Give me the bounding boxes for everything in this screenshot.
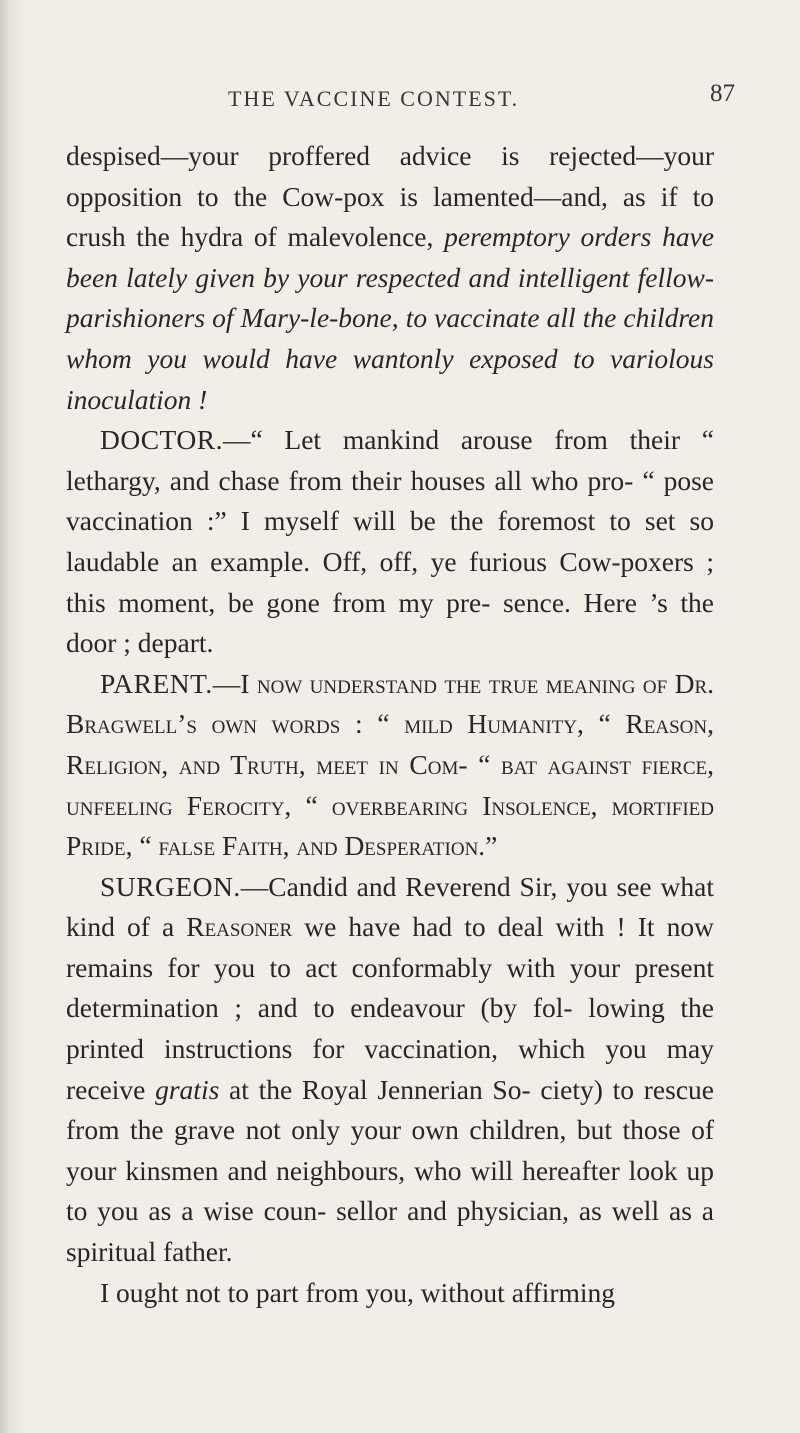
- page-number: 87: [710, 80, 735, 107]
- page-body: [66, 136, 714, 1313]
- speaker-doctor: DOCTOR.: [100, 424, 223, 456]
- paragraph-surgeon: [66, 867, 714, 1273]
- doctor-speech: —“ Let mankind arouse from their “ lethargy, and chase from their houses all who pro- “ pose vaccination :” I myself will be the foremost to set so laudable an example. Off, off, ye furious Cow-poxers ; this moment, be gone from my pre- sence. Here ’s the door ; depart.: [66, 424, 714, 659]
- gratis-word: gratis: [155, 1073, 220, 1105]
- paragraph-final: I ought not to part from you, without affirming: [100, 1276, 616, 1308]
- surgeon-speech-a: —Candid and Reverend Sir, you see what kind of a: [66, 870, 714, 943]
- surgeon-speech-c: at the Royal Jennerian So- ciety) to rescue from the grave not only your own children, but those of your kinsmen and neighbours, who will hereafter look up to you as a wise coun- sellor and physician, as well as a spiritual father.: [66, 1073, 715, 1268]
- paragraph-doctor: [66, 420, 714, 664]
- parent-speech: —I now understand the true meaning of Dr. Bragwell’s own words : “ mild Humanity, “ Reason, Religion, and Truth, meet in Com- “ bat against fierce, unfeeling Ferocity, “ overbearing Insolence, mortified Pride, “ false Faith, and Desperation.”: [66, 667, 714, 862]
- reasoner-word: Reasoner: [186, 911, 293, 943]
- paragraph-1-roman: despised—your proffered advice is rejected—your opposition to the Cow-pox is lamented—and, as if to crush the hydra of malevolence,: [66, 140, 714, 253]
- running-title: THE VACCINE CONTEST.: [228, 86, 520, 111]
- paragraph-parent: [66, 664, 714, 867]
- paragraph-1-italic: peremptory orders have been lately given by your respected and intelligent fellow-parishioners of Mary-le-bone, to vaccinate all the children whom you would have wantonly exposed to variolous inoculation !: [66, 221, 714, 415]
- surgeon-speech-b: we have had to deal with ! It now remains for you to act conformably with your present determination ; and to endeavour (by fol- lowing the printed instructions for vaccination, which you may receive: [66, 911, 714, 1105]
- speaker-surgeon: SURGEON.: [100, 870, 241, 902]
- speaker-parent: PARENT.: [100, 667, 213, 699]
- paragraph-1: [66, 136, 714, 420]
